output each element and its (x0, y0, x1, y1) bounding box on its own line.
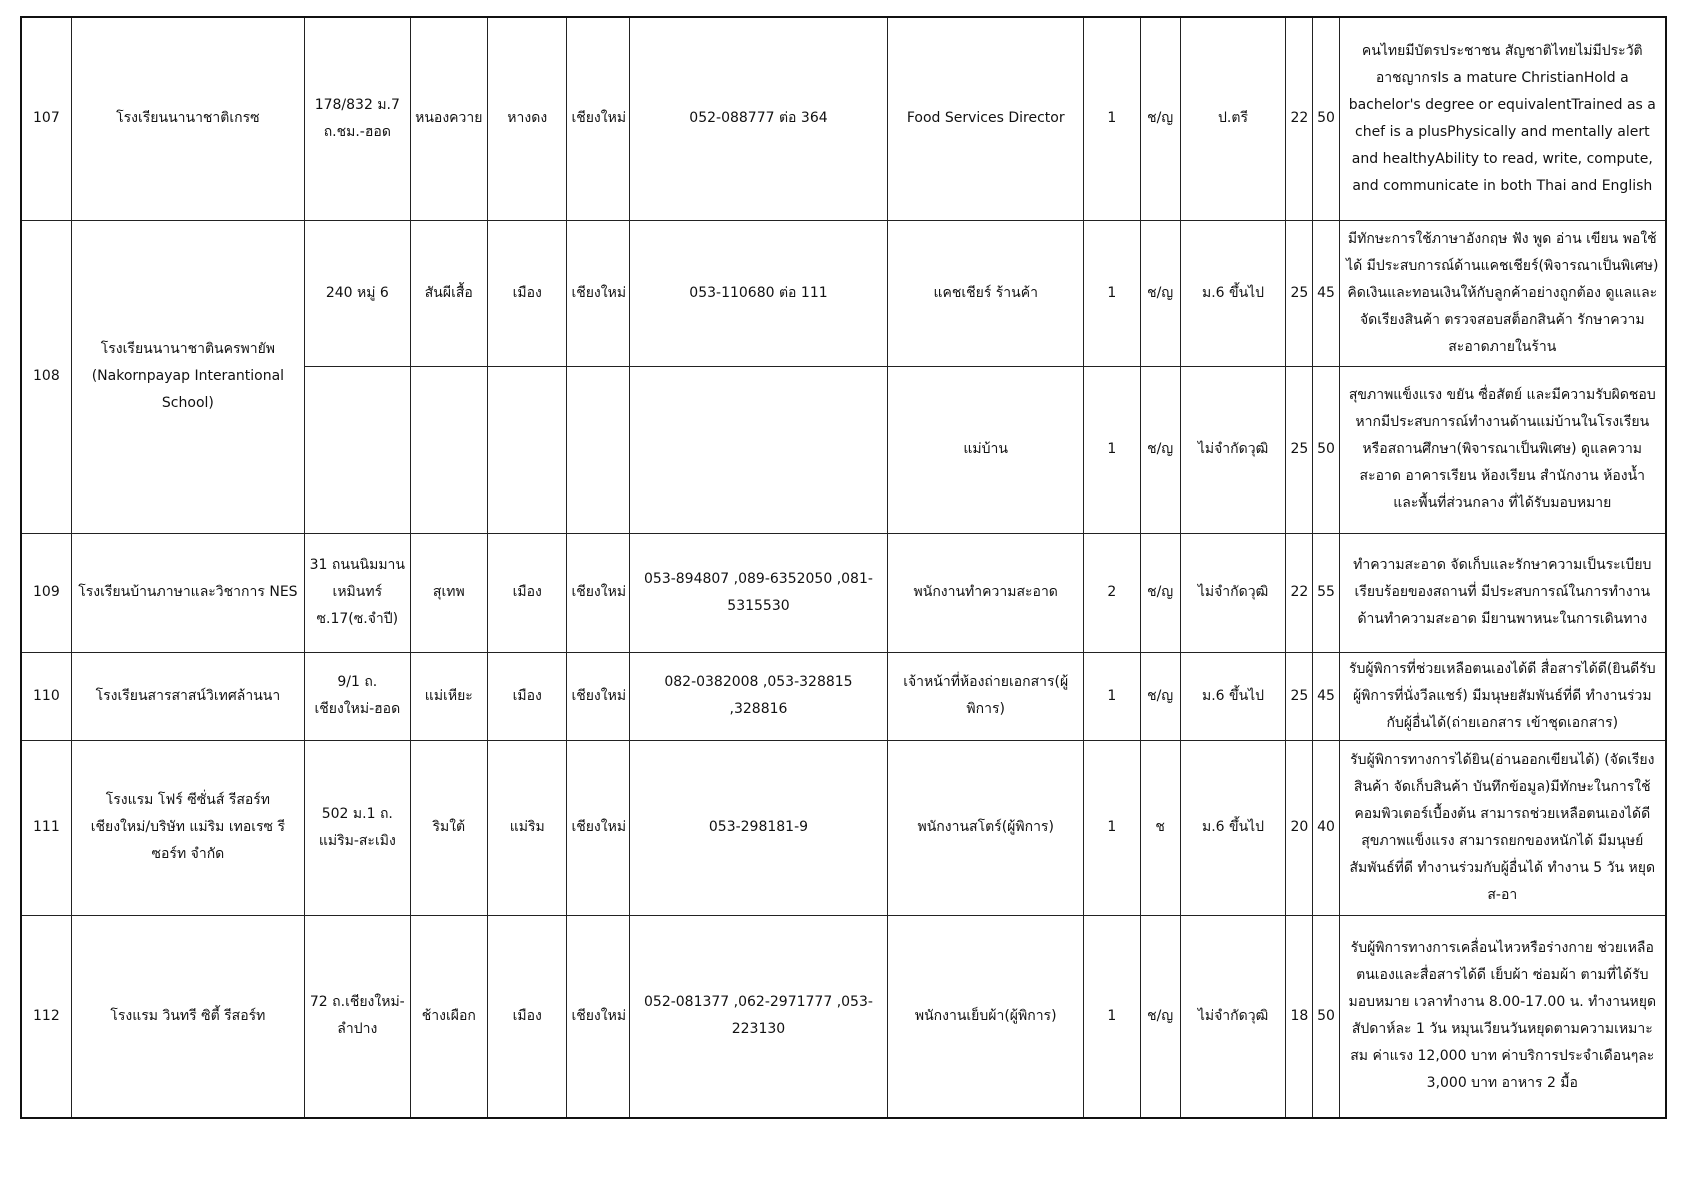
age-max: 55 (1313, 533, 1339, 652)
district: แม่ริม (488, 740, 567, 915)
table-row (21, 220, 1666, 366)
position: แคชเชียร์ ร้านค้า (888, 220, 1084, 366)
vacancy-count: 1 (1084, 366, 1140, 533)
province: เชียงใหม่ (567, 17, 629, 220)
age-max: 45 (1313, 220, 1339, 366)
age-min: 25 (1286, 652, 1313, 740)
subdistrict: หนองควาย (410, 17, 487, 220)
age-max: 50 (1313, 915, 1339, 1118)
district: เมือง (488, 652, 567, 740)
age-max: 40 (1313, 740, 1339, 915)
position: แม่บ้าน (888, 366, 1084, 533)
education: ไม่จำกัดวุฒิ (1180, 915, 1286, 1118)
education: ม.6 ขึ้นไป (1180, 652, 1286, 740)
vacancy-count: 1 (1084, 17, 1140, 220)
phone: 052-081377 ,062-2971777 ,053-223130 (629, 915, 887, 1118)
age-min: 20 (1286, 740, 1313, 915)
address (305, 366, 411, 533)
vacancy-count: 1 (1084, 652, 1140, 740)
position: เจ้าหน้าที่ห้องถ่ายเอกสาร(ผู้พิการ) (888, 652, 1084, 740)
subdistrict: แม่เหียะ (410, 652, 487, 740)
sex: ช/ญ (1140, 366, 1180, 533)
phone: 052-088777 ต่อ 364 (629, 17, 887, 220)
position: พนักงานเย็บผ้า(ผู้พิการ) (888, 915, 1084, 1118)
table-row (21, 915, 1666, 1118)
sex: ช/ญ (1140, 220, 1180, 366)
table-row (21, 652, 1666, 740)
sex: ช/ญ (1140, 17, 1180, 220)
subdistrict (410, 366, 487, 533)
address: 72 ถ.เชียงใหม่-ลำปาง (305, 915, 411, 1118)
phone: 053-894807 ,089-6352050 ,081-5315530 (629, 533, 887, 652)
province: เชียงใหม่ (567, 740, 629, 915)
province: เชียงใหม่ (567, 220, 629, 366)
subdistrict: ริมใต้ (410, 740, 487, 915)
education: ม.6 ขึ้นไป (1180, 740, 1286, 915)
school-name: โรงเรียนนานาชาตินครพายัพ (Nakornpayap Interantional School) (71, 220, 304, 533)
province: เชียงใหม่ (567, 533, 629, 652)
address: 9/1 ถ. เชียงใหม่-ฮอด (305, 652, 411, 740)
school-name: โรงเรียนบ้านภาษาและวิชาการ NES (71, 533, 304, 652)
school-name: โรงแรม โฟร์ ซีซั่นส์ รีสอร์ท เชียงใหม่/บริษัท แม่ริม เทอเรซ รีซอร์ท จำกัด (71, 740, 304, 915)
age-min: 22 (1286, 533, 1313, 652)
vacancy-count: 1 (1084, 220, 1140, 366)
qualification: มีทักษะการใช้ภาษาอังกฤษ ฟัง พูด อ่าน เขียน พอใช้ได้ มีประสบการณ์ด้านแคชเชียร์(พิจารณาเป็นพิเศษ) คิดเงินและทอนเงินให้กับลูกค้าอย่างถูกต้อง ดูแลและจัดเรียงสินค้า ตรวจสอบสต็อกสินค้า รักษาความสะอาดภายในร้าน (1339, 220, 1666, 366)
vacancy-count: 2 (1084, 533, 1140, 652)
district: เมือง (488, 533, 567, 652)
vacancy-count: 1 (1084, 740, 1140, 915)
age-min: 25 (1286, 220, 1313, 366)
position: Food Services Director (888, 17, 1084, 220)
education: ป.ตรี (1180, 17, 1286, 220)
row-number: 107 (21, 17, 71, 220)
row-number: 108 (21, 220, 71, 533)
phone: 053-110680 ต่อ 111 (629, 220, 887, 366)
age-max: 45 (1313, 652, 1339, 740)
address: 178/832 ม.7 ถ.ชม.-ฮอด (305, 17, 411, 220)
vacancy-count: 1 (1084, 915, 1140, 1118)
education: ม.6 ขึ้นไป (1180, 220, 1286, 366)
age-max: 50 (1313, 366, 1339, 533)
education: ไม่จำกัดวุฒิ (1180, 533, 1286, 652)
row-number: 111 (21, 740, 71, 915)
address: 240 หมู่ 6 (305, 220, 411, 366)
phone: 053-298181-9 (629, 740, 887, 915)
province (567, 366, 629, 533)
qualification: รับผู้พิการที่ช่วยเหลือตนเองได้ดี สื่อสารได้ดี(ยินดีรับผู้พิการที่นั่งวีลแชร์) มีมนุษยสัมพันธ์ที่ดี ทำงานร่วมกับผู้อื่นได้(ถ่ายเอกสาร เข้าชุดเอกสาร) (1339, 652, 1666, 740)
qualification: รับผู้พิการทางการเคลื่อนไหวหรือร่างกาย ช่วยเหลือตนเองและสื่อสารได้ดี เย็บผ้า ซ่อมผ้า ตามที่ได้รับมอบหมาย เวลาทำงาน 8.00-17.00 น. ทำงานหยุดสัปดาห์ละ 1 วัน หมุนเวียนวันหยุดตามความเหมาะสม ค่าแรง 12,000 บาท ค่าบริการประจำเดือนๆละ 3,000 บาท อาหาร 2 มื้อ (1339, 915, 1666, 1118)
school-name: โรงเรียนนานาชาติเกรซ (71, 17, 304, 220)
table-row (21, 533, 1666, 652)
education: ไม่จำกัดวุฒิ (1180, 366, 1286, 533)
phone (629, 366, 887, 533)
table-row (21, 740, 1666, 915)
age-min: 18 (1286, 915, 1313, 1118)
district: เมือง (488, 220, 567, 366)
district: เมือง (488, 915, 567, 1118)
qualification: ทำความสะอาด จัดเก็บและรักษาความเป็นระเบียบเรียบร้อยของสถานที่ มีประสบการณ์ในการทำงานด้านทำความสะอาด มียานพาหนะในการเดินทาง (1339, 533, 1666, 652)
table-row (21, 17, 1666, 220)
sex: ช/ญ (1140, 915, 1180, 1118)
province: เชียงใหม่ (567, 915, 629, 1118)
address: 502 ม.1 ถ. แม่ริม-สะเมิง (305, 740, 411, 915)
district: หางดง (488, 17, 567, 220)
row-number: 110 (21, 652, 71, 740)
school-name: โรงแรม วินทรี ซิตี้ รีสอร์ท (71, 915, 304, 1118)
position: พนักงานทำความสะอาด (888, 533, 1084, 652)
row-number: 112 (21, 915, 71, 1118)
sex: ช (1140, 740, 1180, 915)
qualification: คนไทยมีบัตรประชาชน สัญชาติไทยไม่มีประวัติอาชญากรIs a mature ChristianHold a bachelor's degree or equivalentTrained as a chef is a plusPhysically and mentally alert and healthyAbility to read, write, compute, and communicate in both Thai and English (1339, 17, 1666, 220)
qualification: รับผู้พิการทางการได้ยิน(อ่านออกเขียนได้) (จัดเรียงสินค้า จัดเก็บสินค้า บันทึกข้อมูล)มีทักษะในการใช้คอมพิวเตอร์เบื้องต้น สามารถช่วยเหลือตนเองได้ดี สุขภาพแข็งแรง สามารถยกของหนักได้ มีมนุษย์สัมพันธ์ที่ดี ทำงานร่วมกับผู้อื่นได้ ทำงาน 5 วัน หยุด ส-อา (1339, 740, 1666, 915)
subdistrict: สันผีเสื้อ (410, 220, 487, 366)
phone: 082-0382008 ,053-328815 ,328816 (629, 652, 887, 740)
age-min: 25 (1286, 366, 1313, 533)
school-name: โรงเรียนสารสาสน์วิเทศล้านนา (71, 652, 304, 740)
job-listing-table (20, 16, 1667, 1119)
position: พนักงานสโตร์(ผู้พิการ) (888, 740, 1084, 915)
sex: ช/ญ (1140, 533, 1180, 652)
district (488, 366, 567, 533)
subdistrict: ช้างเผือก (410, 915, 487, 1118)
province: เชียงใหม่ (567, 652, 629, 740)
age-max: 50 (1313, 17, 1339, 220)
subdistrict: สุเทพ (410, 533, 487, 652)
row-number: 109 (21, 533, 71, 652)
sex: ช/ญ (1140, 652, 1180, 740)
address: 31 ถนนนิมมานเหมินทร์ ซ.17(ซ.จำปี) (305, 533, 411, 652)
age-min: 22 (1286, 17, 1313, 220)
qualification: สุขภาพแข็งแรง ขยัน ซื่อสัตย์ และมีความรับผิดชอบ หากมีประสบการณ์ทำงานด้านแม่บ้านในโรงเรียนหรือสถานศึกษา(พิจารณาเป็นพิเศษ) ดูแลความสะอาด อาคารเรียน ห้องเรียน สำนักงาน ห้องน้ำ และพื้นที่ส่วนกลาง ที่ได้รับมอบหมาย (1339, 366, 1666, 533)
